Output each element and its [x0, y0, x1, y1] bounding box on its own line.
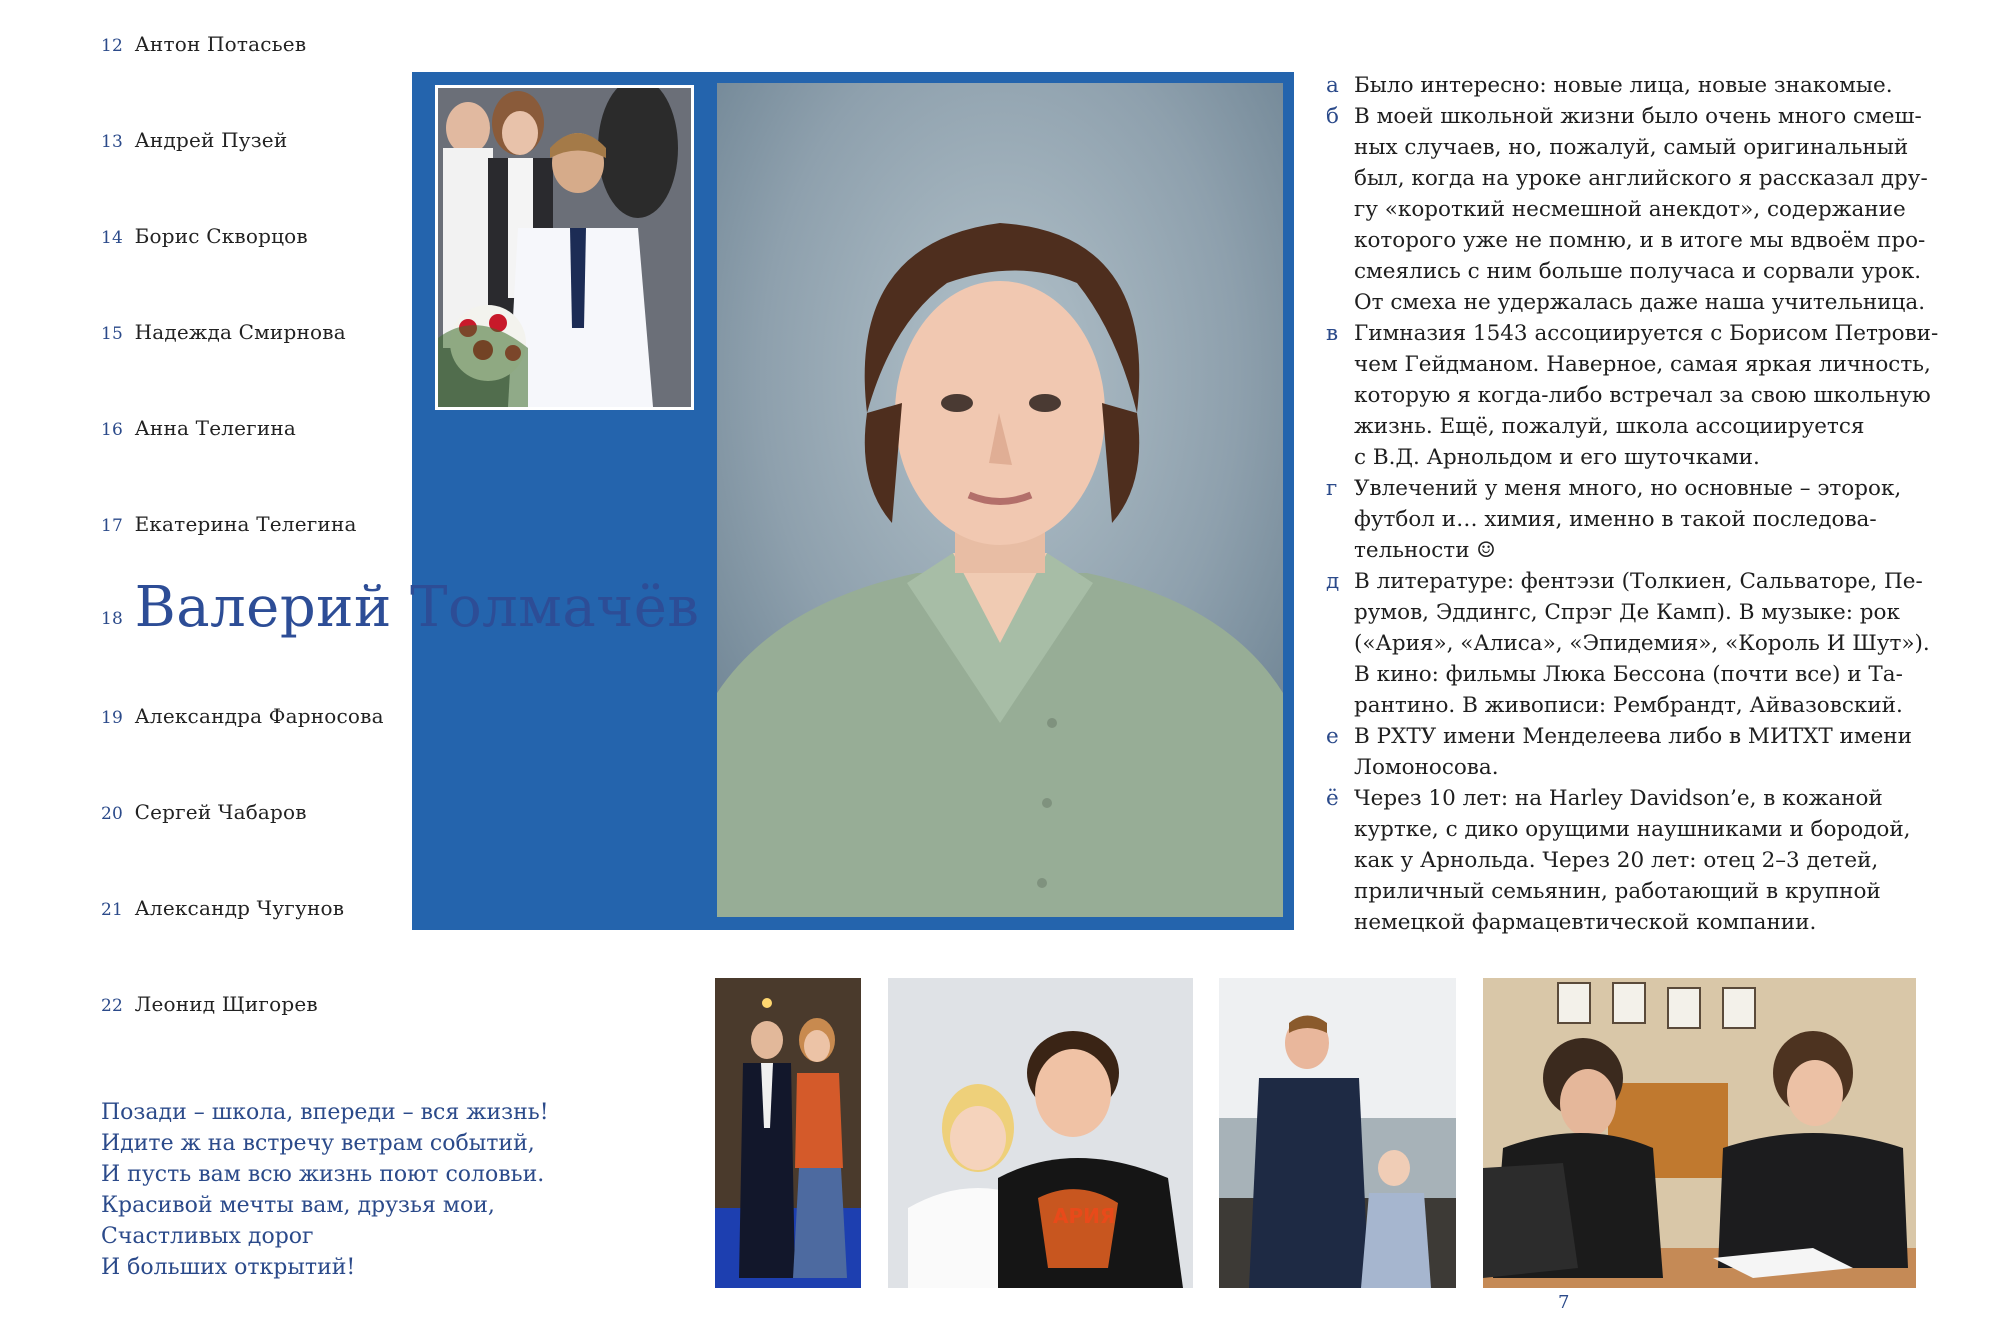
- list-item-number: 14: [101, 228, 124, 248]
- answer-line: ных случаев, но, пожалуй, самый оригинальный: [1354, 135, 1909, 160]
- list-item-name: Александра Фарносова: [134, 704, 384, 728]
- poem-line: Счастливых дорог: [101, 1224, 314, 1249]
- list-item: [101, 896, 344, 920]
- answer-letter: а: [1326, 73, 1339, 98]
- list-item: [101, 800, 307, 824]
- photo-siblings: [888, 978, 1193, 1288]
- list-item-name: Александр Чугунов: [134, 896, 345, 920]
- list-item-number: 16: [101, 420, 124, 440]
- answer-line: футбол и… химия, именно в такой последова-: [1354, 507, 1877, 532]
- answer-letter: ё: [1326, 786, 1339, 811]
- answer-line: Ломоносова.: [1354, 755, 1499, 780]
- answer-line: В кино: фильмы Люка Бессона (почти все) и Та-: [1354, 662, 1903, 687]
- answer-letter: д: [1326, 569, 1340, 594]
- answer-line: тельности ☺: [1354, 538, 1496, 563]
- answer-line: приличный семьянин, работающий в крупной: [1354, 879, 1881, 904]
- answer-letter: г: [1326, 476, 1338, 501]
- list-item-name: Леонид Щигорев: [134, 992, 318, 1016]
- list-item-number: 17: [101, 516, 124, 536]
- answer-line: рантино. В живописи: Рембрандт, Айвазовский.: [1354, 693, 1903, 718]
- answer-line: гу «короткий несмешной анекдот», содержание: [1354, 197, 1906, 222]
- list-item-number: 20: [101, 804, 124, 824]
- list-item-number: 22: [101, 996, 124, 1016]
- photo-riverside-illustration: [1219, 978, 1456, 1288]
- photo-siblings-illustration: [888, 978, 1193, 1288]
- answer-line: В литературе: фентэзи (Толкиен, Сальваторе, Пе-: [1354, 569, 1923, 594]
- childhood-photo-illustration: [438, 88, 691, 407]
- poem-line: Позади – школа, впереди – вся жизнь!: [101, 1100, 549, 1125]
- list-item-name: Надежда Смирнова: [134, 320, 346, 344]
- list-item-name: Екатерина Телегина: [134, 512, 357, 536]
- student-name-title: Валерий Толмачёв: [134, 575, 700, 640]
- list-item-name: Борис Скворцов: [134, 224, 308, 248]
- list-item-number: 19: [101, 708, 124, 728]
- answer-line: румов, Эддингс, Спрэг Де Камп). В музыке: рок: [1354, 600, 1900, 625]
- list-item: [101, 416, 296, 440]
- answer-line: Гимназия 1543 ассоциируется с Борисом Петрови-: [1354, 321, 1939, 346]
- list-item: [101, 512, 357, 536]
- answer-yo: [1326, 783, 1911, 938]
- answer-line: которого уже не помню, и в итоге мы вдвоём про-: [1354, 228, 1926, 253]
- answer-line: От смеха не удержалась даже наша учительница.: [1354, 290, 1926, 315]
- poem-line: Красивой мечты вам, друзья мои,: [101, 1193, 495, 1218]
- list-item-name: Антон Потасьев: [134, 32, 307, 56]
- portrait-photo: [717, 83, 1283, 917]
- answer-line: чем Гейдманом. Наверное, самая яркая личность,: [1354, 352, 1931, 377]
- poem-line: И больших открытий!: [101, 1255, 356, 1280]
- farewell-poem: [101, 1097, 601, 1283]
- poem-line: И пусть вам всю жизнь поют соловьи.: [101, 1162, 545, 1187]
- answer-line: В РХТУ имени Менделеева либо в МИТХТ имени: [1354, 724, 1912, 749]
- list-item-number: 13: [101, 132, 124, 152]
- answer-line: как у Арнольда. Через 20 лет: отец 2–3 детей,: [1354, 848, 1879, 873]
- list-item: [101, 992, 318, 1016]
- answer-line: немецкой фармацевтической компании.: [1354, 910, 1817, 935]
- answer-line: жизнь. Ещё, пожалуй, школа ассоциируется: [1354, 414, 1865, 439]
- answer-e: [1326, 721, 1912, 783]
- list-item-number: 15: [101, 324, 124, 344]
- photo-classroom-illustration: [1483, 978, 1916, 1288]
- list-item: [101, 704, 384, 728]
- answer-letter: е: [1326, 724, 1339, 749]
- list-item-name: Сергей Чабаров: [134, 800, 307, 824]
- childhood-photo: [435, 85, 694, 410]
- list-item: [101, 32, 306, 56]
- list-item: [101, 128, 287, 152]
- answer-letter: б: [1326, 104, 1339, 129]
- answer-line: В моей школьной жизни было очень много смеш-: [1354, 104, 1922, 129]
- answer-line: с В.Д. Арнольдом и его шуточками.: [1354, 445, 1760, 470]
- answer-b: [1326, 101, 1928, 318]
- list-item-number: 12: [101, 36, 124, 56]
- answer-letter: в: [1326, 321, 1339, 346]
- answer-a: [1326, 70, 1906, 101]
- answer-d: [1326, 566, 1930, 721]
- photo-couple: [715, 978, 861, 1288]
- svg-text:АРИЯ: АРИЯ: [1053, 1204, 1116, 1228]
- list-item-name: Анна Телегина: [134, 416, 297, 440]
- list-item-name: Андрей Пузей: [134, 128, 288, 152]
- list-item-number: 18: [101, 609, 124, 629]
- photo-riverside: [1219, 978, 1456, 1288]
- photo-classroom: [1483, 978, 1916, 1288]
- list-item: [101, 224, 308, 248]
- answer-v: [1326, 318, 1939, 473]
- page-number: 7: [1558, 1292, 1570, 1313]
- photo-couple-illustration: [715, 978, 861, 1288]
- answer-line: куртке, с дико орущими наушниками и бородой,: [1354, 817, 1911, 842]
- answer-line: («Ария», «Алиса», «Эпидемия», «Король И Шут»).: [1354, 631, 1930, 656]
- answer-line: смеялись с ним больше получаса и сорвали урок.: [1354, 259, 1922, 284]
- list-item: [101, 320, 346, 344]
- portrait-illustration: [717, 83, 1283, 917]
- answer-line: которую я когда-либо встречал за свою школьную: [1354, 383, 1931, 408]
- answer-line: Увлечений у меня много, но основные – эторок,: [1354, 476, 1902, 501]
- list-item-current: [101, 575, 699, 640]
- answer-line: Через 10 лет: на Harley Davidson’e, в кожаной: [1354, 786, 1883, 811]
- answer-g: [1326, 473, 1906, 566]
- poem-line: Идите ж на встречу ветрам событий,: [101, 1131, 535, 1156]
- answer-line: Было интересно: новые лица, новые знакомые.: [1354, 73, 1893, 98]
- answer-line: был, когда на уроке английского я рассказал дру-: [1354, 166, 1928, 191]
- list-item-number: 21: [101, 900, 124, 920]
- questionnaire-answers: [1326, 70, 1939, 938]
